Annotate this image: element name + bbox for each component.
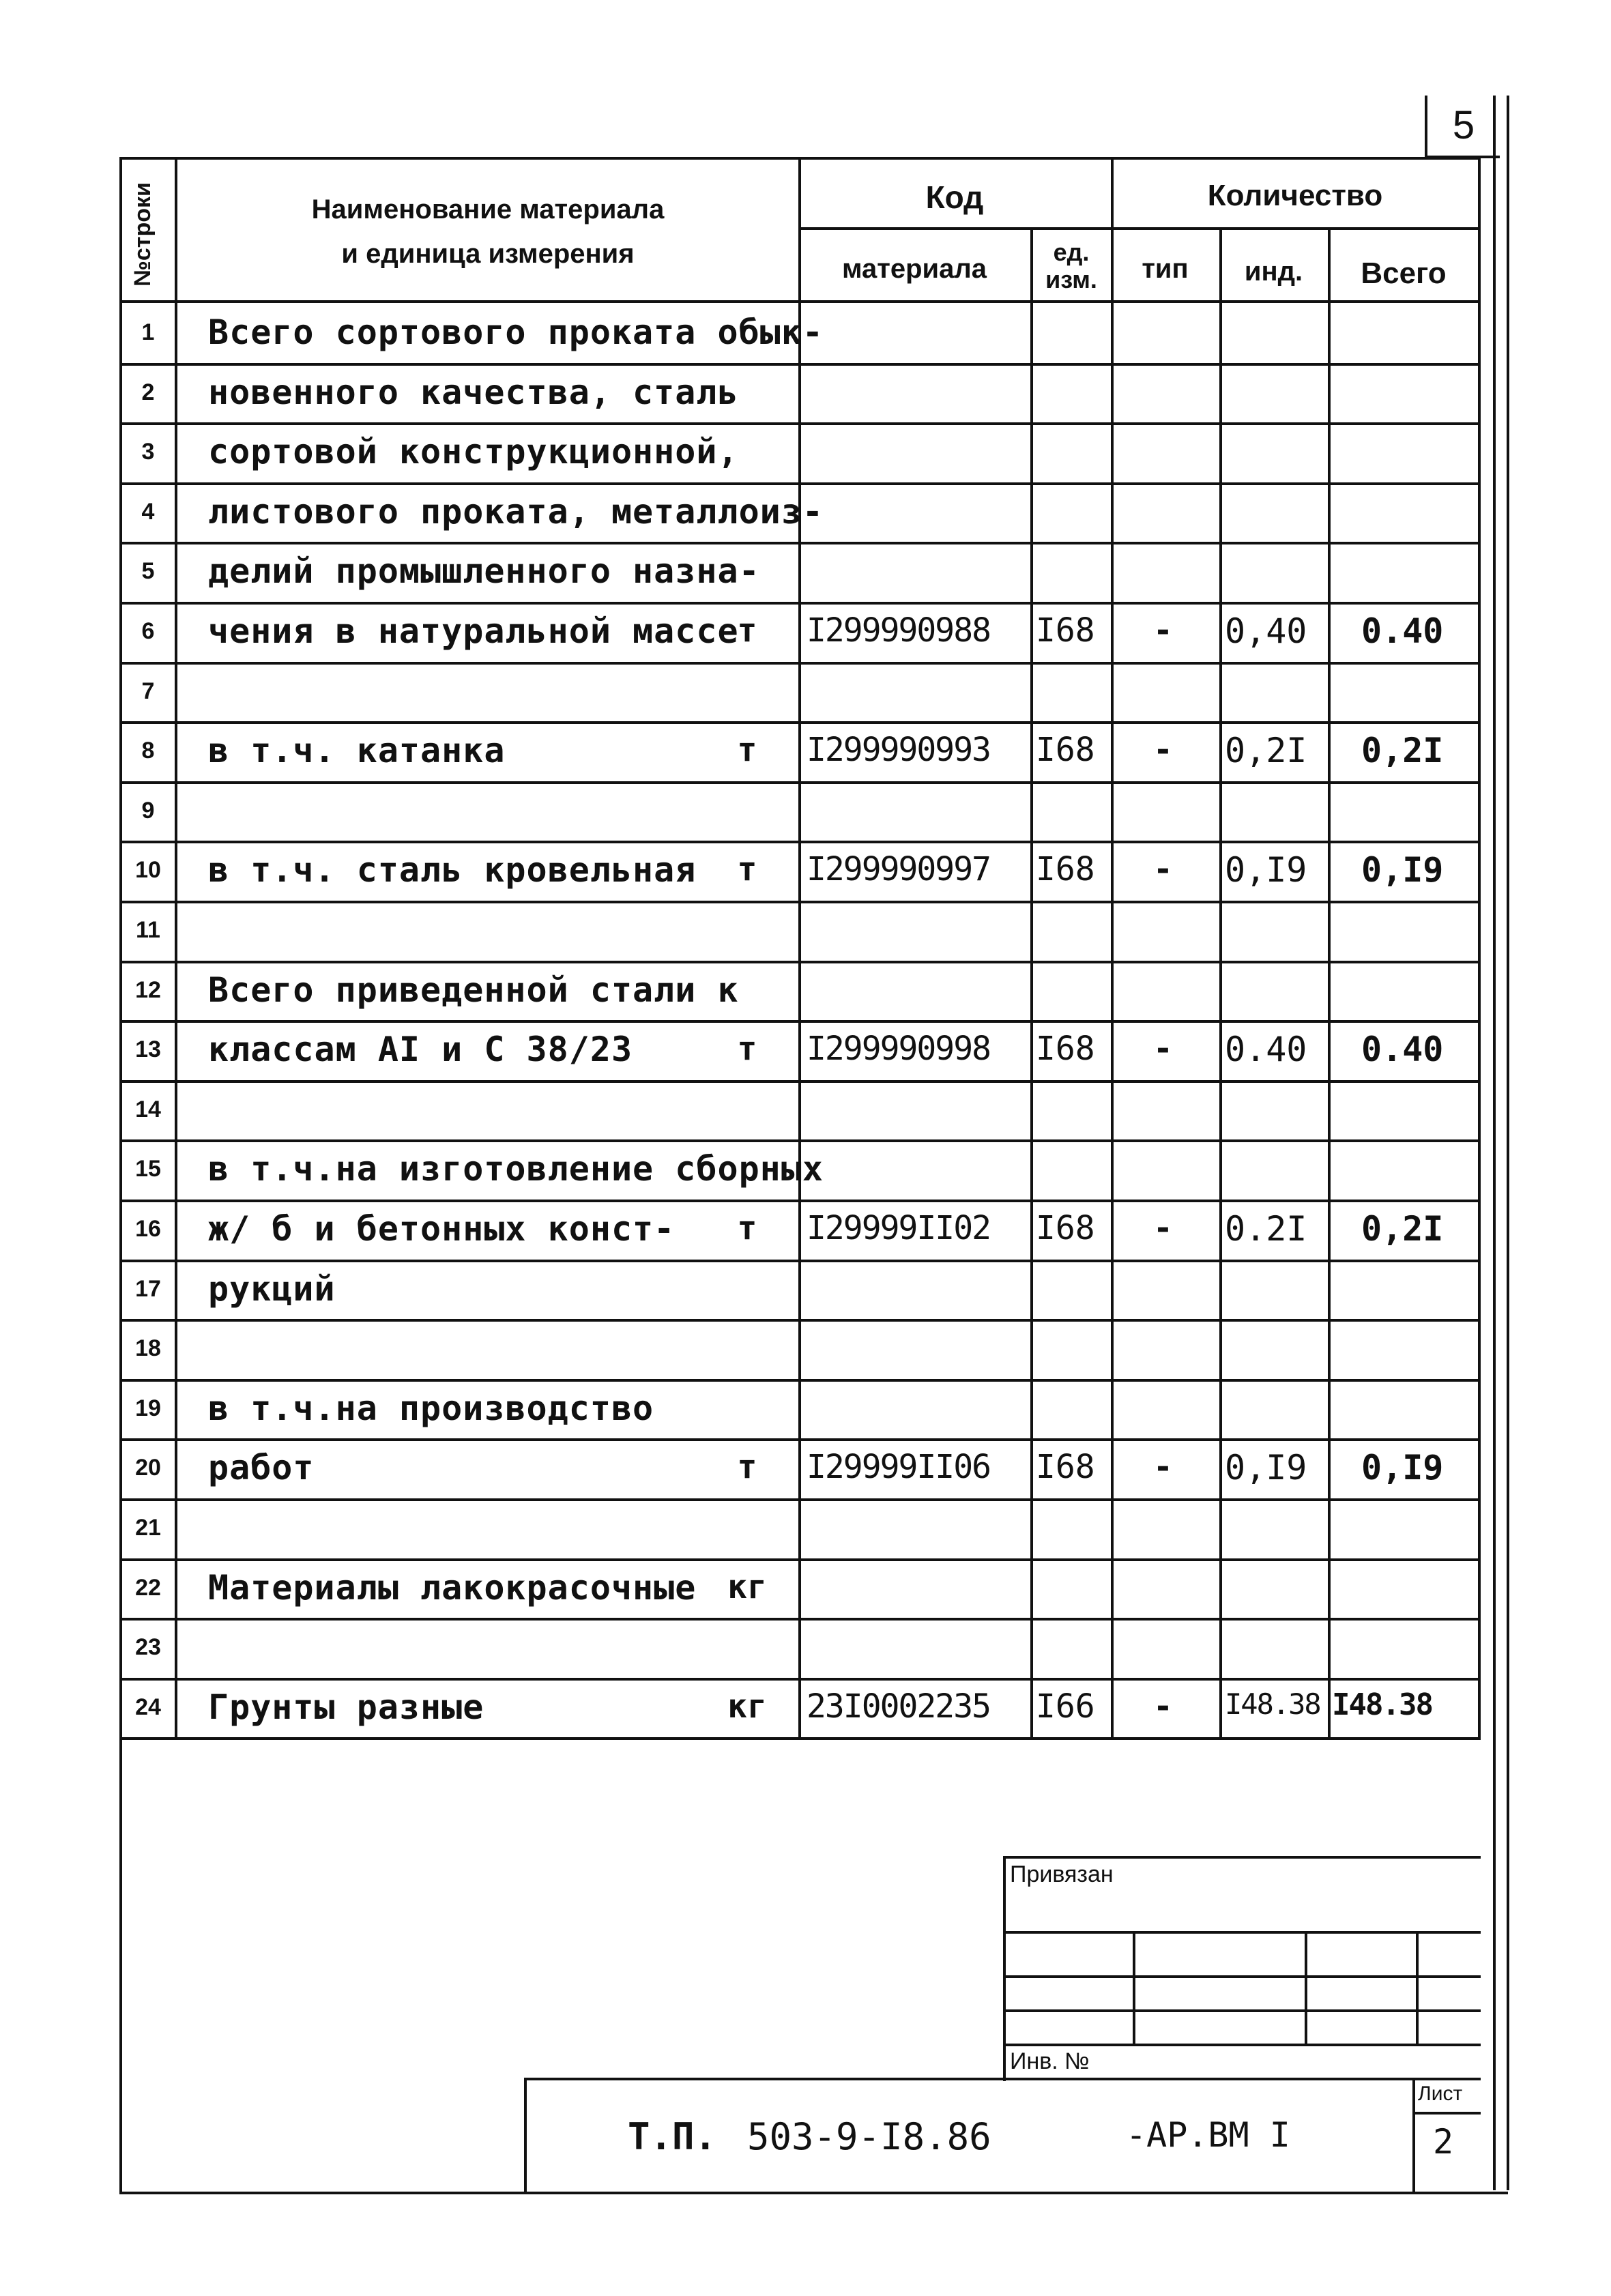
row-number: 8 bbox=[141, 738, 155, 764]
title-block-top bbox=[524, 2078, 1481, 2080]
row-name: делий промышленного назна- bbox=[208, 551, 760, 592]
name-header-line1: Наименование материала bbox=[311, 194, 665, 224]
stamp-vline-1 bbox=[1133, 1931, 1135, 2044]
row-name: Материалы лакокрасочные bbox=[208, 1567, 697, 1608]
stamp-line-1 bbox=[1003, 1931, 1481, 1934]
row-divider bbox=[119, 1558, 1481, 1561]
row-name: сортовой конструкционной, bbox=[208, 432, 739, 472]
stamp-vline-2 bbox=[1305, 1931, 1307, 2044]
row-number: 17 bbox=[135, 1275, 161, 1302]
name-header-line2: и единица измерения bbox=[341, 239, 635, 269]
code-material-header: материала bbox=[841, 254, 987, 284]
row-qty-total: 0,2I bbox=[1361, 731, 1444, 771]
row-number: 19 bbox=[135, 1395, 161, 1421]
tp-number: 503-9-I8.86 bbox=[747, 2115, 991, 2158]
row-name: работ bbox=[208, 1448, 315, 1488]
row-unit: т bbox=[737, 731, 757, 770]
row-divider bbox=[119, 1498, 1481, 1501]
row-divider bbox=[119, 422, 1481, 425]
row-unit-code: I68 bbox=[1036, 850, 1095, 889]
row-unit-code: I68 bbox=[1036, 611, 1095, 650]
row-number: 6 bbox=[141, 618, 155, 644]
col-line-ind bbox=[1328, 229, 1331, 1740]
row-divider bbox=[119, 781, 1481, 784]
row-divider bbox=[119, 1080, 1481, 1083]
row-qty-ind: 0,40 bbox=[1225, 611, 1307, 651]
row-divider bbox=[119, 482, 1481, 485]
row-unit-code: I68 bbox=[1036, 731, 1095, 770]
row-divider bbox=[119, 1260, 1481, 1262]
row-material-code: I299990988 bbox=[807, 611, 990, 650]
row-qty-total: 0,I9 bbox=[1361, 1448, 1444, 1488]
row-divider bbox=[119, 602, 1481, 605]
row-number: 4 bbox=[141, 498, 155, 525]
row-divider bbox=[119, 721, 1481, 724]
row-number: 1 bbox=[141, 319, 155, 345]
row-qty-ind: 0,2I bbox=[1225, 731, 1307, 771]
row-qty-total: 0,I9 bbox=[1361, 850, 1444, 890]
row-divider bbox=[119, 1438, 1481, 1441]
row-qty-total: 0,2I bbox=[1361, 1209, 1444, 1249]
quantity-group-header: Количество bbox=[1207, 179, 1383, 212]
row-material-code: I29999II06 bbox=[807, 1448, 990, 1487]
tp-label: Т.П. bbox=[628, 2115, 717, 2158]
qty-type-header: тип bbox=[1142, 254, 1189, 284]
row-unit-code: I68 bbox=[1036, 1209, 1095, 1247]
row-name: классам АI и С 38/23 bbox=[208, 1030, 633, 1070]
right-double-line-b bbox=[1507, 96, 1509, 2190]
inv-no-label: Инв. № bbox=[1010, 2048, 1090, 2074]
row-material-code: I299990997 bbox=[807, 850, 990, 889]
row-name: новенного качества, сталь bbox=[208, 372, 739, 412]
row-number: 22 bbox=[135, 1574, 161, 1601]
doc-code: -АР.ВМ I bbox=[1126, 2115, 1290, 2155]
col-line-rownum bbox=[175, 157, 177, 1740]
row-number: 14 bbox=[135, 1096, 161, 1122]
row-name: в т.ч.на изготовление сборных bbox=[208, 1149, 824, 1189]
row-divider bbox=[119, 662, 1481, 665]
row-unit: т bbox=[737, 1030, 757, 1069]
row-type: - bbox=[1153, 1209, 1173, 1247]
row-name: Грунты разные bbox=[208, 1687, 484, 1727]
col-line-tip bbox=[1219, 229, 1222, 1740]
page-number: 5 bbox=[1452, 103, 1475, 147]
row-qty-total: I48.38 bbox=[1332, 1687, 1432, 1722]
row-number: 11 bbox=[136, 917, 160, 943]
row-name: Всего приведенной стали к bbox=[208, 970, 739, 1010]
qty-ind-header: инд. bbox=[1244, 257, 1303, 287]
row-divider bbox=[119, 1200, 1481, 1202]
row-number-header: №строки bbox=[130, 182, 156, 287]
row-number: 16 bbox=[135, 1216, 161, 1242]
stamp-top-line bbox=[1003, 1856, 1481, 1859]
row-name: чения в натуральной массе bbox=[208, 611, 739, 651]
row-number: 24 bbox=[135, 1694, 161, 1720]
row-material-code: I299990993 bbox=[807, 731, 990, 770]
privyazan-label: Привязан bbox=[1010, 1861, 1114, 1887]
qty-total-header: Всего bbox=[1361, 257, 1447, 290]
row-number: 21 bbox=[135, 1515, 161, 1541]
row-divider bbox=[119, 961, 1481, 963]
frame-left bbox=[119, 1737, 122, 2194]
frame-bottom bbox=[119, 2192, 1508, 2194]
row-name: Всего сортового проката обык- bbox=[208, 313, 824, 352]
row-divider bbox=[119, 841, 1481, 843]
col-line-name bbox=[798, 157, 801, 1740]
row-unit: т bbox=[737, 850, 757, 889]
row-divider bbox=[119, 1319, 1481, 1322]
row-number: 15 bbox=[135, 1156, 161, 1182]
row-material-code: I299990998 bbox=[807, 1030, 990, 1069]
row-number: 20 bbox=[135, 1455, 161, 1481]
row-number: 18 bbox=[135, 1335, 161, 1362]
row-divider bbox=[119, 1139, 1481, 1142]
row-name: в т.ч.на производство bbox=[208, 1388, 654, 1428]
sheet-cell-left bbox=[1412, 2078, 1415, 2194]
row-material-code: 23I0002235 bbox=[807, 1687, 990, 1726]
row-number: 12 bbox=[135, 976, 161, 1003]
row-qty-ind: 0,I9 bbox=[1225, 850, 1307, 890]
row-number: 7 bbox=[141, 678, 155, 704]
row-unit: т bbox=[737, 1448, 757, 1487]
row-divider bbox=[119, 901, 1481, 903]
sheet-number: 2 bbox=[1433, 2122, 1454, 2162]
row-number: 10 bbox=[135, 857, 161, 884]
row-unit-code: I68 bbox=[1036, 1030, 1095, 1069]
row-type: - bbox=[1153, 1687, 1173, 1726]
stamp-line-2 bbox=[1003, 1975, 1481, 1978]
row-qty-ind: 0.2I bbox=[1225, 1209, 1307, 1249]
row-unit: кг bbox=[727, 1567, 767, 1606]
code-header-divider bbox=[798, 227, 1111, 230]
page-number-left-border bbox=[1425, 96, 1427, 158]
row-qty-ind: 0.40 bbox=[1225, 1030, 1307, 1070]
row-divider bbox=[119, 1678, 1481, 1681]
row-divider bbox=[119, 542, 1481, 544]
row-divider bbox=[119, 1379, 1481, 1382]
code-unit-header: ед. изм. bbox=[1045, 238, 1097, 293]
row-name: в т.ч. катанка bbox=[208, 731, 506, 771]
row-divider bbox=[119, 1618, 1481, 1621]
title-block-left bbox=[524, 2078, 527, 2194]
table-bottom-line bbox=[119, 1737, 1481, 1740]
row-qty-total: 0.40 bbox=[1361, 611, 1444, 651]
row-number: 13 bbox=[135, 1036, 161, 1063]
row-name: ж/ б и бетонных конст- bbox=[208, 1209, 676, 1249]
row-unit: т bbox=[737, 1209, 757, 1247]
row-divider bbox=[119, 363, 1481, 366]
row-number: 5 bbox=[141, 558, 155, 585]
row-material-code: I29999II02 bbox=[807, 1209, 990, 1247]
row-unit: т bbox=[737, 611, 757, 650]
stamp-left-line bbox=[1003, 1856, 1006, 2081]
row-number: 23 bbox=[135, 1634, 161, 1661]
row-qty-total: 0.40 bbox=[1361, 1030, 1444, 1070]
header-bottom-line bbox=[119, 300, 1481, 303]
row-name: рукций bbox=[208, 1268, 336, 1309]
row-name: листового проката, металлоиз- bbox=[208, 491, 824, 532]
row-type: - bbox=[1153, 731, 1173, 770]
code-group-header: Код bbox=[925, 179, 984, 215]
row-number: 2 bbox=[141, 379, 155, 405]
row-type: - bbox=[1153, 611, 1173, 650]
sheet-label: Лист bbox=[1418, 2082, 1463, 2105]
col-line-unit bbox=[1111, 157, 1114, 1740]
quantity-header-divider bbox=[1111, 227, 1479, 230]
row-number: 3 bbox=[141, 439, 155, 465]
row-type: - bbox=[1153, 1448, 1173, 1487]
right-double-line-a bbox=[1493, 96, 1496, 2190]
row-unit-code: I66 bbox=[1036, 1687, 1095, 1726]
stamp-line-4 bbox=[1003, 2044, 1481, 2046]
sheet-cell-divider bbox=[1412, 2112, 1481, 2115]
row-number: 9 bbox=[141, 797, 155, 824]
row-qty-ind: I48.38 bbox=[1225, 1687, 1320, 1721]
row-type: - bbox=[1153, 1030, 1173, 1069]
row-name: в т.ч. сталь кровельная bbox=[208, 850, 697, 890]
stamp-line-3 bbox=[1003, 2009, 1481, 2012]
row-unit: кг bbox=[727, 1687, 767, 1726]
col-line-code bbox=[1030, 229, 1033, 1740]
stamp-vline-3 bbox=[1416, 1931, 1419, 2044]
row-type: - bbox=[1153, 850, 1173, 889]
row-qty-ind: 0,I9 bbox=[1225, 1448, 1307, 1488]
row-unit-code: I68 bbox=[1036, 1448, 1095, 1487]
row-divider bbox=[119, 1020, 1481, 1023]
